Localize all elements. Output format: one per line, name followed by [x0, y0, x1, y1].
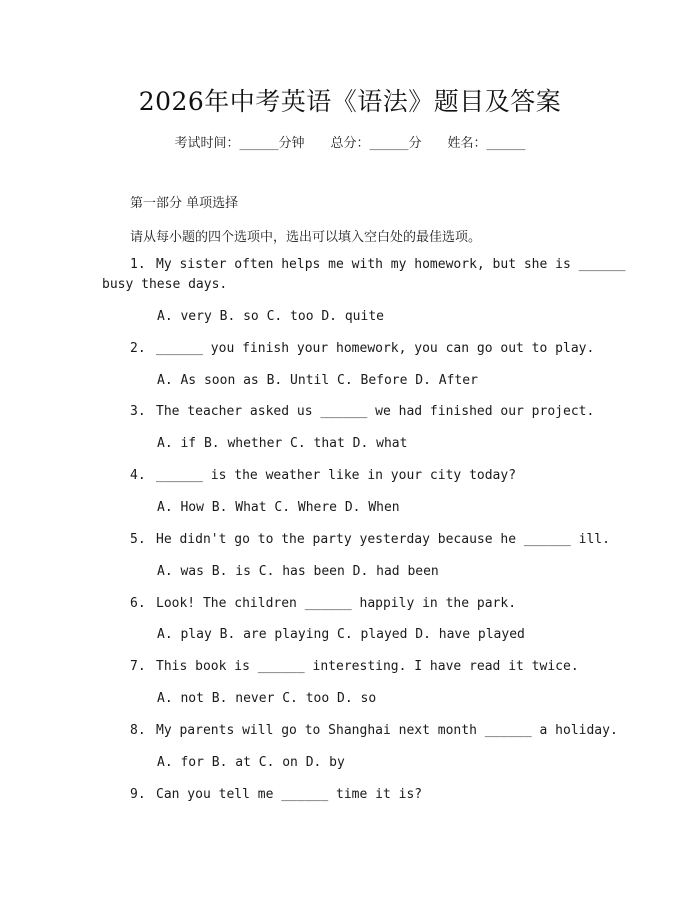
question-number: 4. — [130, 468, 146, 483]
question-3-options: A. if B. whether C. that D. what — [157, 436, 408, 451]
question-text: ______ you finish your homework, you can go out to play. — [156, 341, 595, 356]
question-5-options: A. was B. is C. has been D. had been — [157, 564, 439, 579]
section-title: 第一部分 单项选择 — [130, 196, 239, 211]
section-instruction: 请从每小题的四个选项中，选出可以填入空白处的最佳选项。 — [130, 230, 482, 245]
question-7 — [130, 659, 579, 674]
exam-meta — [0, 132, 700, 151]
student-name-label: 姓名：______ — [447, 136, 526, 151]
question-9 — [130, 787, 422, 802]
question-2-options: A. As soon as B. Until C. Before D. After — [157, 373, 478, 388]
question-6 — [130, 596, 516, 611]
question-6-options: A. play B. are playing C. played D. have played — [157, 627, 525, 642]
question-number: 1. — [130, 257, 146, 272]
document-title: 2026年中考英语《语法》题目及答案 — [138, 87, 562, 116]
question-4-options: A. How B. What C. Where D. When — [157, 500, 400, 515]
question-1-options: A. very B. so C. too D. quite — [157, 309, 384, 324]
question-7-options: A. not B. never C. too D. so — [157, 691, 377, 706]
question-1-continuation: busy these days. — [102, 277, 228, 292]
total-score-label: 总分：______分 — [330, 136, 422, 151]
question-1 — [130, 257, 626, 272]
question-number: 2. — [130, 341, 146, 356]
question-number: 8. — [130, 723, 146, 738]
question-8-options: A. for B. at C. on D. by — [157, 755, 345, 770]
question-2 — [130, 341, 594, 356]
question-text: The teacher asked us ______ we had finished our project. — [156, 404, 595, 419]
question-3 — [130, 404, 594, 419]
question-text: Can you tell me ______ time it is? — [156, 787, 423, 802]
question-text: ______ is the weather like in your city today? — [156, 468, 517, 483]
question-number: 3. — [130, 404, 146, 419]
question-5 — [130, 532, 610, 547]
question-text: My sister often helps me with my homework, but she is ______ — [156, 257, 626, 272]
question-text: He didn't go to the party yesterday because he ______ ill. — [156, 532, 610, 547]
question-text: My parents will go to Shanghai next month ______ a holiday. — [156, 723, 618, 738]
question-8 — [130, 723, 618, 738]
question-number: 7. — [130, 659, 146, 674]
question-4 — [130, 468, 516, 483]
question-number: 6. — [130, 596, 146, 611]
exam-time-label: 考试时间：______分钟 — [174, 136, 305, 151]
question-number: 9. — [130, 787, 146, 802]
question-text: This book is ______ interesting. I have read it twice. — [156, 659, 579, 674]
question-number: 5. — [130, 532, 146, 547]
question-text: Look! The children ______ happily in the park. — [156, 596, 517, 611]
